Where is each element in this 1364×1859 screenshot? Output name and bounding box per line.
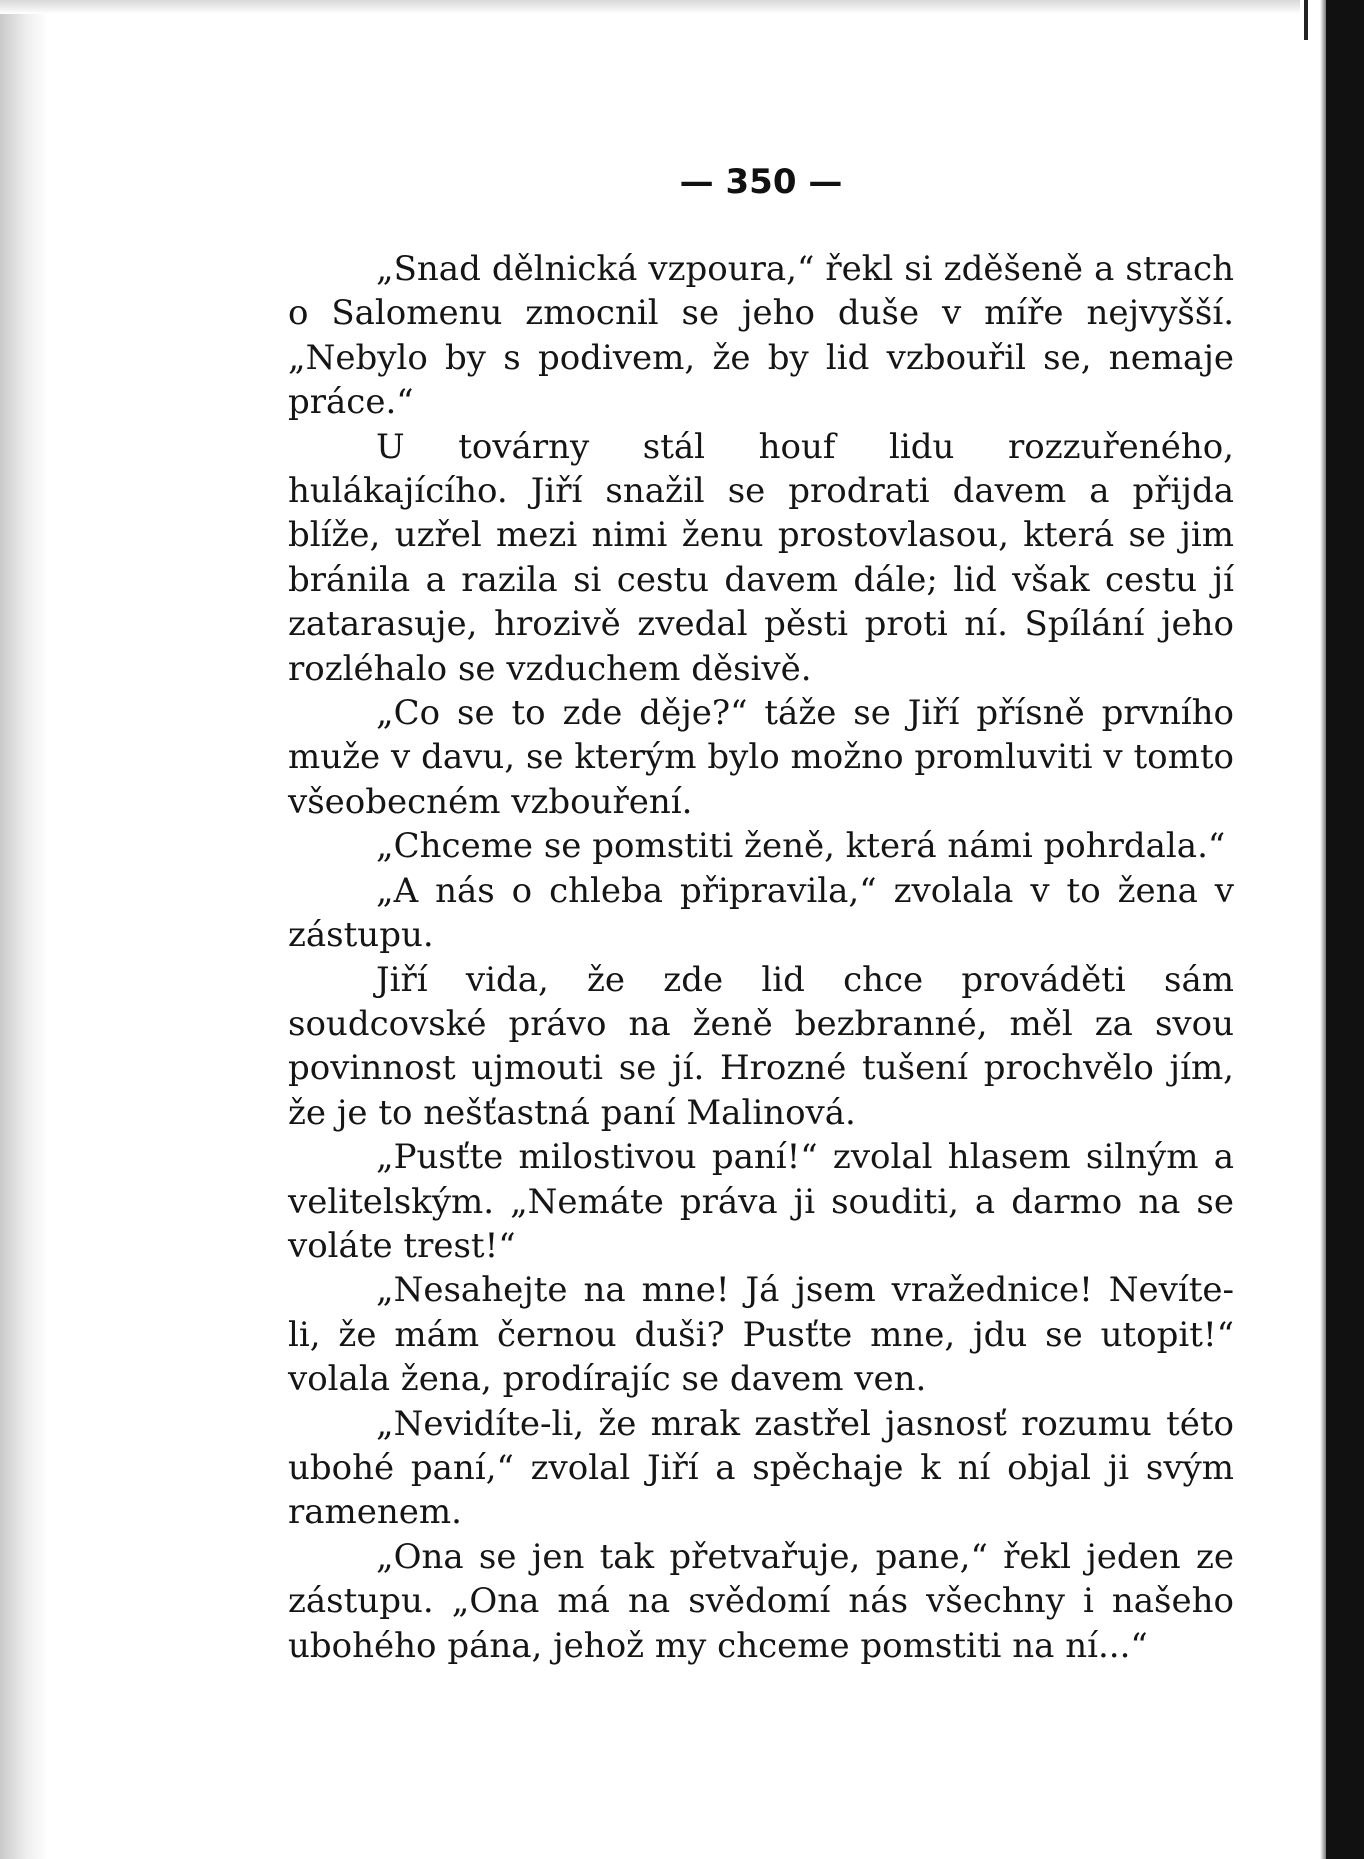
page-text-block <box>288 160 1234 1668</box>
paragraph-8: „Nesahejte na mne! Já jsem vražednice! Nevíte-li, že mám černou duši? Pusťte mne, jdu se utopit!“ volala žena, prodírajíc se davem ven. <box>288 1270 1234 1400</box>
paragraph-9: „Nevidíte-li, že mrak zastřel jasnosť rozumu této ubohé paní,“ zvolal Jiří a spěchaje k ní objal ji svým ramenem. <box>288 1403 1234 1533</box>
paragraph-1: „Snad dělnická vzpoura,“ řekl si zděšeně a strach o Salomenu zmocnil se jeho duše v míře nejvyšší. „Nebylo by s podivem, že by lid vzbouřil se, nemaje práce.“ <box>288 249 1234 423</box>
paragraph-3: „Co se to zde děje?“ táže se Jiří přísně prvního muže v davu, se kterým bylo možno promluviti v tomto všeobecném vzbouření. <box>288 693 1234 822</box>
paragraph-7: „Pusťte milostivou paní!“ zvolal hlasem silným a velitelským. „Nemáte práva ji souditi, a darmo na se voláte trest!“ <box>288 1137 1234 1266</box>
paragraph-4: „Chceme se pomstiti ženě, která námi pohrdala.“ <box>376 826 1226 867</box>
page-shadow-top <box>0 0 1300 14</box>
page-shadow-left <box>0 0 48 1859</box>
page-edge-dark <box>1326 0 1364 1859</box>
paragraph-10: „Ona se jen tak přetvařuje, pane,“ řekl jeden ze zástupu. „Ona má na svědomí nás všechny i našeho ubohého pána, jehož my chceme pomstiti na ní...“ <box>288 1536 1234 1666</box>
page-number: — 350 — <box>679 162 843 202</box>
paragraph-6: Jiří vida, že zde lid chce prováděti sám soudcovské právo na ženě bezbranné, měl za svou povinnost ujmouti se jí. Hrozné tušení prochvělo jím, že je to nešťastná paní Malinová. <box>288 959 1234 1133</box>
paragraph-2: U továrny stál houf lidu rozzuřeného, hulákajícího. Jiří snažil se prodrati davem a přijda blíže, uzřel mezi nimi ženu prostovlasou, která se jim bránila a razila si cestu davem dále; lid však cestu jí zatarasuje, hrozivě zvedal pěsti proti ní. Spílání jeho rozléhalo se vzduchem děsivě. <box>288 426 1234 689</box>
paragraph-5: „A nás o chleba připravila,“ zvolala v to žena v zástupu. <box>288 870 1234 956</box>
page-edge-mark <box>1304 0 1308 40</box>
